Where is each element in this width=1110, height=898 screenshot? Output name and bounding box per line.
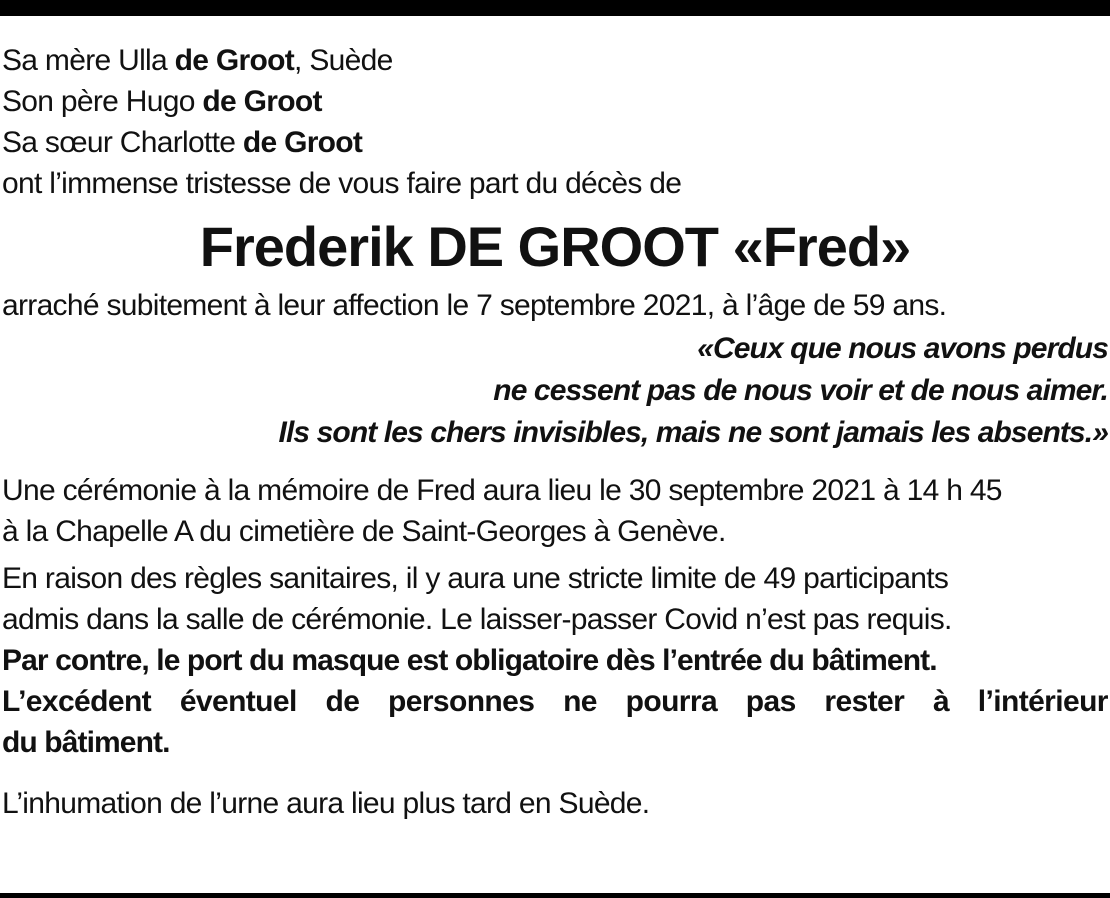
quote-line-3: Ils sont les chers invisibles, mais ne sont jamais les absents.» (278, 416, 1108, 449)
announcement-line: ont l’immense tristesse de vous faire part du décès de (2, 167, 682, 200)
sister-prefix: Sa sœur Charlotte (2, 126, 243, 159)
ceremony-line-1: Une cérémonie à la mémoire de Fred aura lieu le 30 septembre 2021 à 14 h 45 (2, 474, 1002, 507)
ceremony-line-2: à la Chapelle A du cimetière de Saint-Georges à Genève. (2, 515, 726, 548)
mother-surname: de Groot (174, 44, 295, 77)
excess-word: pas (745, 685, 796, 718)
burial-line: L’inhumation de l’urne aura lieu plus tard en Suède. (2, 787, 650, 820)
ceremony-paragraph (2, 470, 1108, 552)
memorial-quote (2, 328, 1108, 454)
deceased-name: Frederik DE GROOT «Fred» (199, 215, 911, 278)
mother-prefix: Sa mère Ulla (2, 44, 175, 77)
excess-word: à (932, 685, 950, 718)
mask-requirement: Par contre, le port du masque est obligatoire dès l’entrée du bâtiment. (2, 644, 937, 677)
excess-word: rester (824, 685, 905, 718)
excess-word: l’intérieur (977, 685, 1108, 718)
father-surname: de Groot (202, 85, 322, 118)
father-line (2, 81, 1108, 122)
excess-word: de (325, 685, 360, 718)
death-line: arraché subitement à leur affection le 7 septembre 2021, à l’âge de 59 ans. (2, 289, 947, 322)
mother-line (2, 40, 1108, 81)
quote-line-1: «Ceux que nous avons perdus (697, 332, 1108, 365)
bottom-border (0, 893, 1110, 898)
top-border (0, 0, 1110, 16)
obituary-notice (2, 40, 1108, 824)
mother-suffix: , Suède (294, 44, 393, 77)
excess-word: éventuel (179, 685, 297, 718)
excess-word: pourra (625, 685, 718, 718)
sister-surname: de Groot (242, 126, 363, 159)
sanitary-line-1: En raison des règles sanitaires, il y aura une stricte limite de 49 participants (2, 562, 949, 595)
excess-line-end: du bâtiment. (2, 726, 170, 759)
sister-line (2, 122, 1108, 163)
excess-word: ne (563, 685, 597, 718)
father-prefix: Son père Hugo (2, 85, 203, 118)
excess-word: personnes (388, 685, 535, 718)
excess-line (2, 681, 1108, 722)
sanitary-line-2: admis dans la salle de cérémonie. Le laisser-passer Covid n’est pas requis. (2, 603, 952, 636)
excess-word: L’excédent (2, 685, 152, 718)
quote-line-2: ne cessent pas de nous voir et de nous aimer. (493, 374, 1108, 407)
sanitary-paragraph (2, 558, 1108, 763)
